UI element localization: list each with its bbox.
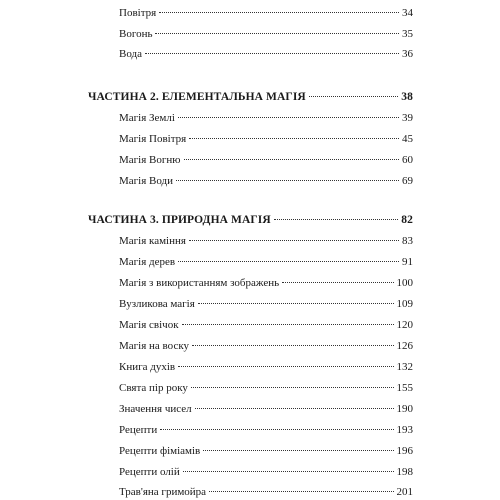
toc-entry <box>119 5 413 21</box>
toc-entry-page: 126 <box>396 340 413 352</box>
toc-entry-title: Рецепти фіміамів <box>119 445 201 457</box>
toc-entry-title: Вузликова магія <box>119 298 195 310</box>
toc-entry <box>119 296 413 312</box>
toc-entry-page: 36 <box>402 48 413 60</box>
toc-entry-page: 198 <box>396 466 413 478</box>
toc-entry-title: Значення чисел <box>119 403 192 415</box>
dot-leader <box>195 408 394 409</box>
part-title: ЧАСТИНА 3. ПРИРОДНА МАГІЯ <box>88 214 271 226</box>
dot-leader <box>282 282 393 283</box>
dot-leader <box>189 138 399 139</box>
toc-entry <box>119 359 413 375</box>
dot-leader <box>309 96 398 97</box>
toc-entry-title: Рецепти <box>119 424 158 436</box>
dot-leader <box>189 240 399 241</box>
toc-entry <box>119 484 413 500</box>
toc-entry-page: 155 <box>396 382 413 394</box>
toc-entry-page: 193 <box>396 424 413 436</box>
dot-leader <box>160 429 393 430</box>
toc-entry <box>119 46 413 62</box>
toc-entry <box>119 401 413 417</box>
toc-entry-title: Трав'яна гримойра <box>119 486 207 498</box>
toc-entry-title: Вогонь <box>119 28 153 40</box>
dot-leader <box>176 180 399 181</box>
toc-entry-title: Магія каміння <box>119 235 186 247</box>
toc-part-heading <box>88 89 413 105</box>
toc-entry-page: 120 <box>396 319 413 331</box>
dot-leader <box>159 12 399 13</box>
dot-leader <box>178 261 399 262</box>
toc-entry <box>119 173 413 189</box>
toc-entry-title: Магія з використанням зображень <box>119 277 280 289</box>
toc-entry-page: 69 <box>402 175 413 187</box>
dot-leader <box>192 345 393 346</box>
toc-entry-title: Магія дерев <box>119 256 176 268</box>
toc-entry-title: Магія на воску <box>119 340 190 352</box>
toc-entry-page: 91 <box>402 256 413 268</box>
toc-entry <box>119 338 413 354</box>
toc-entry-title: Магія Повітря <box>119 133 187 145</box>
toc-entry <box>119 254 413 270</box>
toc-entry-page: 34 <box>402 7 413 19</box>
dot-leader <box>274 219 399 220</box>
toc-entry-page: 109 <box>396 298 413 310</box>
dot-leader <box>209 491 393 492</box>
toc-entry <box>119 317 413 333</box>
toc-entry-title: Магія свічок <box>119 319 179 331</box>
dot-leader <box>182 324 394 325</box>
dot-leader <box>183 471 394 472</box>
toc-entry <box>119 422 413 438</box>
toc-entry-title: Повітря <box>119 7 157 19</box>
toc-entry-page: 60 <box>402 154 413 166</box>
dot-leader <box>155 33 399 34</box>
toc-entry-title: Свята пір року <box>119 382 188 394</box>
dot-leader <box>184 159 400 160</box>
toc-entry-title: Книга духів <box>119 361 176 373</box>
toc-entry <box>119 380 413 396</box>
toc-entry <box>119 443 413 459</box>
toc-entry <box>119 233 413 249</box>
toc-entry-title: Магія Вогню <box>119 154 181 166</box>
toc-entry-page: 39 <box>402 112 413 124</box>
toc-entry <box>119 131 413 147</box>
part-page: 38 <box>401 91 413 103</box>
toc-entry-title: Вода <box>119 48 142 60</box>
toc-entry-title: Магія Води <box>119 175 174 187</box>
toc-entry-page: 132 <box>396 361 413 373</box>
part-page: 82 <box>401 214 413 226</box>
toc-entry-page: 196 <box>396 445 413 457</box>
toc-entry-title: Рецепти олій <box>119 466 180 478</box>
toc-entry-page: 201 <box>396 486 413 498</box>
toc-entry <box>119 152 413 168</box>
toc-entry <box>119 275 413 291</box>
dot-leader <box>178 117 399 118</box>
toc-entry-page: 35 <box>402 28 413 40</box>
part-title: ЧАСТИНА 2. ЕЛЕМЕНТАЛЬНА МАГІЯ <box>88 91 306 103</box>
toc-entry <box>119 110 413 126</box>
toc-part-heading <box>88 212 413 228</box>
toc-entry-page: 100 <box>396 277 413 289</box>
dot-leader <box>145 53 399 54</box>
dot-leader <box>203 450 393 451</box>
dot-leader <box>198 303 394 304</box>
toc-entry <box>119 26 413 42</box>
toc-entry-page: 45 <box>402 133 413 145</box>
dot-leader <box>191 387 394 388</box>
toc-entry <box>119 464 413 480</box>
toc-entry-page: 83 <box>402 235 413 247</box>
dot-leader <box>178 366 393 367</box>
toc-entry-title: Магія Землі <box>119 112 175 124</box>
toc-entry-page: 190 <box>396 403 413 415</box>
